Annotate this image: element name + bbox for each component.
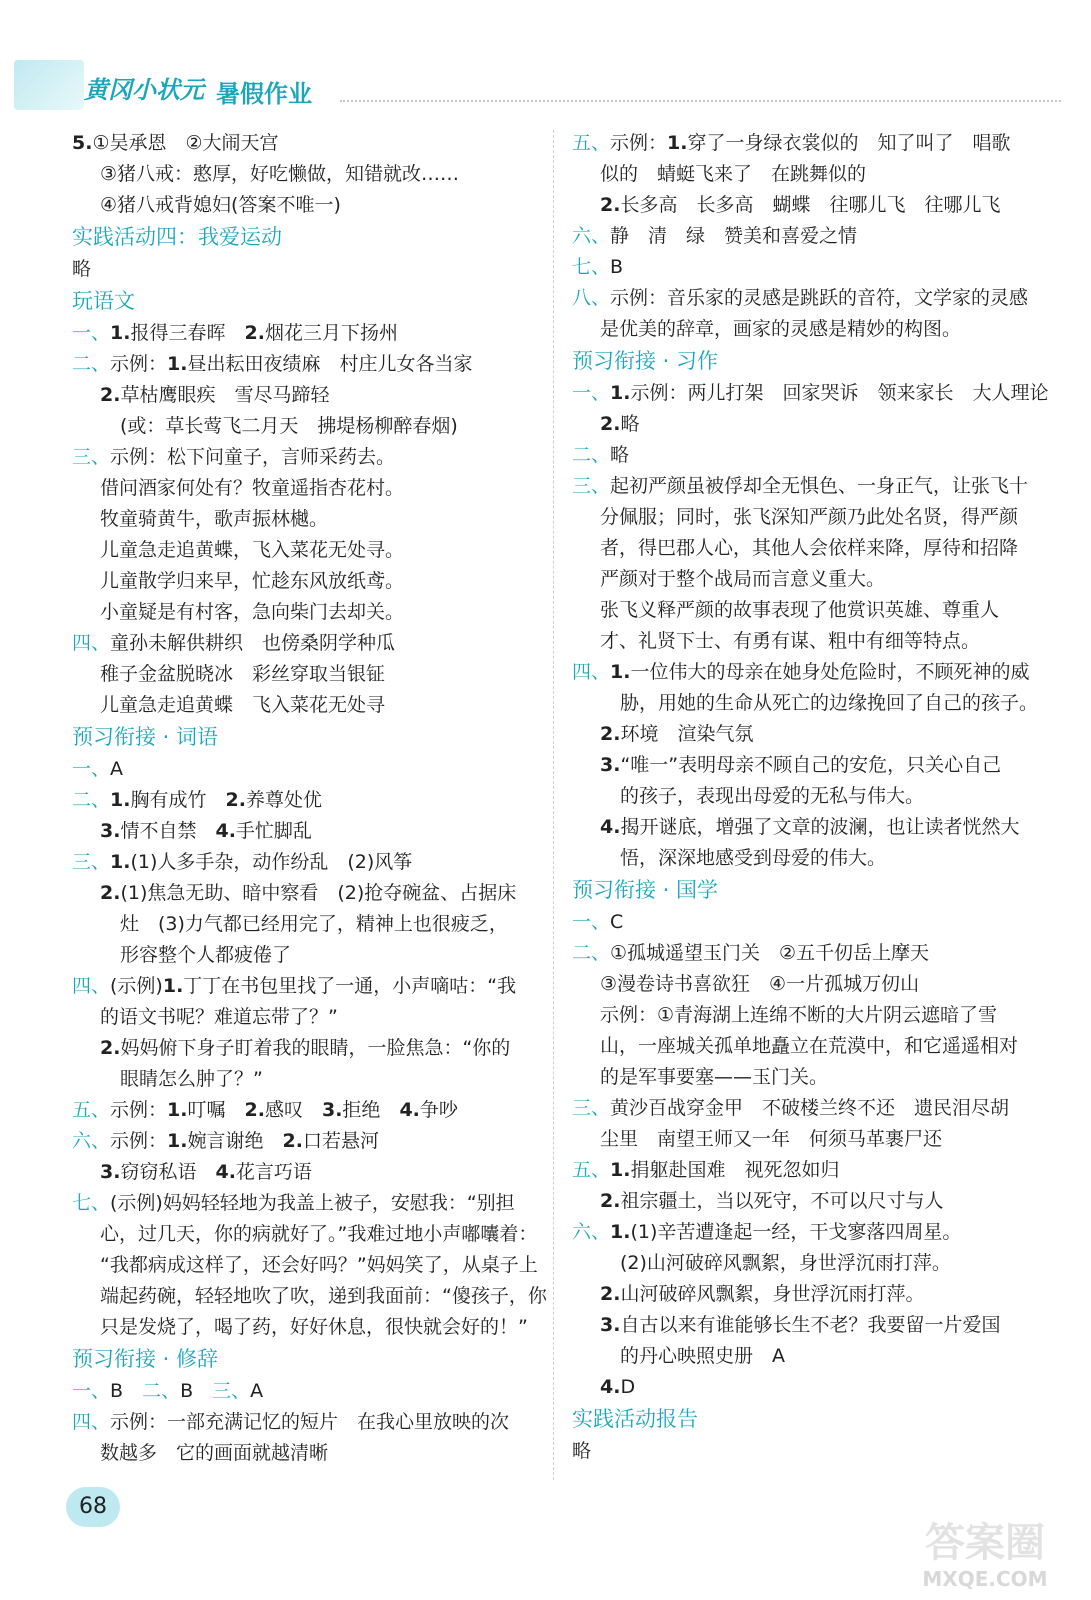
watermark — [895, 1520, 1075, 1594]
sub-number: 1. — [667, 132, 688, 154]
section-heading: 预习衔接 · 词语 — [72, 725, 219, 749]
sub-number: 1. — [167, 353, 188, 375]
item-marker: 二、 — [72, 353, 111, 375]
answer-line — [72, 1126, 534, 1157]
answer-text: ③猪八戒：憨厚，好吃懒做，知错就改…… — [100, 163, 460, 185]
series-title: 暑假作业 — [216, 80, 312, 108]
section-heading: 玩语文 — [72, 289, 135, 313]
answer-text: 略 — [620, 413, 640, 435]
sub-number: 3. — [100, 820, 121, 842]
answer-line — [72, 1002, 534, 1033]
sub-number: 2. — [100, 1037, 121, 1059]
answer-text: A — [250, 1380, 264, 1402]
sub-number: 1. — [110, 851, 131, 873]
answer-text: 长多高 长多高 蝴蝶 往哪儿飞 往哪儿飞 — [620, 194, 1001, 216]
sub-number: 1. — [110, 322, 131, 344]
answer-text: 分佩服；同时，张飞深知严颜乃此处名贤，得严颜 — [600, 506, 1019, 528]
answer-line — [572, 1000, 1052, 1031]
answer-line — [72, 847, 534, 878]
answer-text: 示例：一部充满记忆的短片 在我心里放映的次 — [110, 1411, 510, 1433]
item-marker: 五、 — [572, 1159, 611, 1181]
answer-text: 争吵 — [419, 1099, 458, 1121]
answer-text: (1)人多手杂，动作纷乱 (2)风筝 — [130, 851, 413, 873]
page-header — [0, 0, 1091, 120]
answer-text: 稚子金盆脱晓冰 彩丝穿取当银钲 — [100, 663, 386, 685]
answer-text: 示例： — [110, 1099, 168, 1121]
answer-text: (或：草长莺飞二月天 拂堤杨柳醉春烟) — [120, 415, 458, 437]
sub-number: 1. — [610, 382, 631, 404]
answer-text: 才、礼贤下士、有勇有谋、粗中有细等特点。 — [600, 630, 981, 652]
item-marker: 四、 — [72, 632, 111, 654]
answer-text: 妈妈俯下身子盯着我的眼睛，一脸焦急：“你的 — [120, 1037, 511, 1059]
answer-text: 只是发烧了，喝了药，好好休息，很快就会好的！” — [100, 1316, 528, 1338]
answer-text: 烟花三月下扬州 — [264, 322, 398, 344]
answer-text: 口若悬河 — [302, 1130, 379, 1152]
answer-text: 示例：松下问童子，言师采药去。 — [110, 446, 396, 468]
answer-line — [72, 1407, 534, 1438]
answer-line — [572, 471, 1052, 502]
answer-line — [572, 502, 1052, 533]
item-marker: 七、 — [572, 256, 611, 278]
answer-line — [72, 816, 534, 847]
item-marker: 五、 — [572, 132, 611, 154]
section-heading: 实践活动四：我爱运动 — [72, 225, 282, 249]
sub-number: 1. — [110, 789, 131, 811]
sub-number: 4. — [600, 816, 621, 838]
answer-text: 养尊处优 — [245, 789, 322, 811]
section-heading: 预习衔接 · 国学 — [572, 878, 719, 902]
sub-number: 4. — [399, 1099, 420, 1121]
right-column — [572, 128, 1052, 1467]
answer-text: 小童疑是有村客，急向柴门去却关。 — [100, 601, 405, 623]
answer-line — [72, 1095, 534, 1126]
answer-line — [572, 626, 1052, 657]
answer-text: “唯一”表明母亲不顾自己的安危，只关心自己 — [620, 754, 1002, 776]
answer-line — [72, 690, 534, 721]
item-marker: 四、 — [72, 975, 111, 997]
answer-text: 报得三春晖 — [130, 322, 245, 344]
answer-line — [72, 504, 534, 535]
answer-text: ③漫卷诗书喜欲狂 ④一片孤城万仞山 — [600, 973, 920, 995]
answer-line — [572, 221, 1052, 252]
answer-text: 儿童急走追黄蝶，飞入菜花无处寻。 — [100, 539, 405, 561]
sub-number: 3. — [600, 1314, 621, 1336]
answer-line — [572, 314, 1052, 345]
sub-number: 2. — [600, 723, 621, 745]
answer-line — [572, 657, 1052, 688]
item-marker: 三、 — [572, 1097, 611, 1119]
section-heading: 预习衔接 · 习作 — [572, 349, 719, 373]
answer-line — [72, 380, 534, 411]
header-dotted-rule — [340, 100, 1061, 102]
answer-text: 穿了一身绿衣裳似的 知了叫了 唱歌 — [687, 132, 1011, 154]
sub-number: 1. — [167, 1130, 188, 1152]
item-marker: 四、 — [572, 661, 611, 683]
answer-text: ④猪八戒背媳妇(答案不唯一) — [100, 194, 341, 216]
item-marker: 一、 — [72, 1380, 111, 1402]
answer-text: (示例)妈妈轻轻地为我盖上被子，安慰我：“别担 — [110, 1192, 515, 1214]
answer-text: 草枯鹰眼疾 雪尽马蹄轻 — [120, 384, 330, 406]
answer-line — [572, 1279, 1052, 1310]
sub-number: 4. — [600, 1376, 621, 1398]
sub-number: 2. — [600, 413, 621, 435]
answer-text: 拒绝 — [342, 1099, 400, 1121]
answer-text: 丁丁在书包里找了一通，小声嘀咕：“我 — [183, 975, 517, 997]
answer-line — [572, 1062, 1052, 1093]
answer-text: 示例：①青海湖上连绵不断的大片阴云遮暗了雪 — [600, 1004, 998, 1026]
item-marker: 四、 — [72, 1411, 111, 1433]
answer-line — [72, 442, 534, 473]
answer-text: 黄沙百战穿金甲 不破楼兰终不还 遗民泪尽胡 — [610, 1097, 1010, 1119]
answer-line — [72, 628, 534, 659]
answer-line — [72, 190, 534, 221]
answer-line — [572, 781, 1052, 812]
answer-line — [72, 659, 534, 690]
answer-line — [72, 159, 534, 190]
answer-line — [572, 283, 1052, 314]
answer-text: 祖宗疆土，当以死守，不可以尺寸与人 — [620, 1190, 944, 1212]
answer-text: 似的 蜻蜓飞来了 在跳舞似的 — [600, 163, 867, 185]
item-marker: 三、 — [212, 1380, 251, 1402]
item-marker: 三、 — [72, 446, 111, 468]
answer-line — [72, 411, 534, 442]
answer-text: 的孩子，表现出母爱的无私与伟大。 — [620, 785, 925, 807]
answer-line — [72, 1064, 534, 1095]
section-heading: 实践活动报告 — [572, 1407, 698, 1431]
answer-text: 童孙未解供耕织 也傍桑阴学种瓜 — [110, 632, 396, 654]
sub-number: 5. — [72, 132, 93, 154]
item-marker: 一、 — [572, 911, 611, 933]
answer-line — [72, 909, 534, 940]
answer-text: 起初严颜虽被俘却全无惧色、一身正气，让张飞十 — [610, 475, 1029, 497]
answer-text: A — [110, 758, 124, 780]
item-marker: 一、 — [72, 758, 111, 780]
answer-text: 的是军事要塞——玉门关。 — [600, 1066, 829, 1088]
answer-line — [72, 1281, 547, 1312]
answer-text: 示例： — [110, 353, 168, 375]
answer-text: B — [180, 1380, 213, 1402]
answer-text: (1)辛苦遭逢起一经，干戈寥落四周星。 — [630, 1221, 962, 1243]
sub-number: 2. — [600, 1190, 621, 1212]
sub-number: 1. — [610, 1159, 631, 1181]
answer-text: (1)焦急无助、暗中察看 (2)抢夺碗盆、占据床 — [120, 882, 517, 904]
answer-text: 借问酒家何处有？牧童遥指杏花村。 — [100, 477, 405, 499]
answer-text: ①吴承恩 ②大闹天宫 — [92, 132, 279, 154]
sub-number: 2. — [600, 194, 621, 216]
answer-line — [572, 440, 1052, 471]
answer-text: “我都病成这样了，还会好吗？”妈妈笑了，从桌子上 — [100, 1254, 538, 1276]
sub-number: 4. — [215, 820, 236, 842]
sub-number: 2. — [244, 1099, 265, 1121]
item-marker: 八、 — [572, 287, 611, 309]
sub-number: 4. — [215, 1161, 236, 1183]
answer-line — [72, 785, 534, 816]
answer-line — [572, 1341, 1052, 1372]
answer-text: 昼出耘田夜绩麻 村庄儿女各当家 — [187, 353, 473, 375]
answer-line — [72, 1376, 534, 1407]
answer-line — [72, 128, 534, 159]
sub-number: 2. — [244, 322, 265, 344]
answer-text: C — [610, 911, 624, 933]
watermark-logo: 答案圈 — [925, 1520, 1045, 1566]
answer-text: 揭开谜底，增强了文章的波澜，也让读者恍然大 — [620, 816, 1020, 838]
sub-number: 2. — [600, 1283, 621, 1305]
answer-text: 环境 渲染气氛 — [620, 723, 754, 745]
answer-line — [572, 812, 1052, 843]
answer-line — [572, 938, 1052, 969]
answer-text: 静 清 绿 赞美和喜爱之情 — [610, 225, 858, 247]
answer-text: 婉言谢绝 — [187, 1130, 283, 1152]
answer-text: B — [110, 1380, 143, 1402]
answer-line — [572, 159, 1052, 190]
item-marker: 三、 — [72, 851, 111, 873]
answer-text: 数越多 它的画面就越清晰 — [100, 1442, 329, 1464]
item-marker: 二、 — [572, 942, 611, 964]
answer-text: 示例： — [610, 132, 668, 154]
answer-line — [72, 254, 534, 285]
item-marker: 六、 — [572, 225, 611, 247]
answer-line — [572, 378, 1052, 409]
answer-text: 手忙脚乱 — [235, 820, 312, 842]
answer-text: 张飞义释严颜的故事表现了他赏识英雄、尊重人 — [600, 599, 1000, 621]
answer-text: 尘里 南望王师又一年 何须马革裹尸还 — [600, 1128, 943, 1150]
answer-line — [572, 1155, 1052, 1186]
watermark-url: MXQE.COM — [922, 1567, 1048, 1591]
answer-text: 略 — [72, 258, 92, 280]
answer-text: 花言巧语 — [235, 1161, 312, 1183]
answer-text: 胁，用她的生命从死亡的边缘挽回了自己的孩子。 — [620, 692, 1039, 714]
item-marker: 五、 — [72, 1099, 111, 1121]
answer-line — [572, 533, 1052, 564]
answer-line — [572, 719, 1052, 750]
answer-text: B — [610, 256, 624, 278]
answer-text: 端起药碗，轻轻地吹了吹，递到我面前：“傻孩子，你 — [100, 1285, 547, 1307]
answer-text: 儿童散学归来早，忙趁东风放纸鸢。 — [100, 570, 405, 592]
answer-text: 是优美的辞章，画家的灵感是精妙的构图。 — [600, 318, 962, 340]
answer-line — [72, 349, 534, 380]
sub-number: 2. — [100, 384, 121, 406]
answer-text: 的语文书呢？难道忘带了？” — [100, 1006, 338, 1028]
answer-text: (示例) — [110, 975, 163, 997]
answer-line — [72, 754, 534, 785]
answer-line — [72, 597, 534, 628]
answer-text: 山，一座城关孤单地矗立在荒漠中，和它遥遥相对 — [600, 1035, 1019, 1057]
item-marker: 一、 — [72, 322, 111, 344]
answer-line — [572, 252, 1052, 283]
section-heading: 预习衔接 · 修辞 — [72, 1347, 219, 1371]
answer-text: D — [620, 1376, 636, 1398]
sub-number: 1. — [162, 975, 184, 997]
answer-line — [572, 750, 1052, 781]
sub-number: 2. — [100, 882, 121, 904]
item-marker: 二、 — [72, 789, 111, 811]
answer-line — [72, 940, 534, 971]
answer-line — [572, 128, 1052, 159]
answer-text: 示例： — [110, 1130, 168, 1152]
answer-line — [572, 595, 1052, 626]
page-number: 68 — [66, 1487, 120, 1527]
answer-text: 略 — [572, 1440, 592, 1462]
answer-text: 情不自禁 — [120, 820, 216, 842]
answer-text: (2)山河破碎风飘絮，身世浮沉雨打萍。 — [620, 1252, 951, 1274]
answer-text: 叮嘱 — [187, 1099, 245, 1121]
answer-line — [572, 564, 1052, 595]
answer-line — [72, 1312, 534, 1343]
answer-text: 心，过几天，你的病就好了。”我难过地小声嘟囔着： — [100, 1223, 538, 1245]
sub-number: 3. — [100, 1161, 121, 1183]
answer-line — [572, 1436, 1052, 1467]
answer-line — [72, 1438, 534, 1469]
answer-line — [72, 971, 534, 1002]
answer-text: 捐躯赴国难 视死忽如归 — [630, 1159, 840, 1181]
sub-number: 2. — [282, 1130, 303, 1152]
answer-line — [572, 969, 1052, 1000]
answer-text: 一位伟大的母亲在她身处危险时，不顾死神的威 — [630, 661, 1030, 683]
item-marker: 三、 — [572, 475, 611, 497]
answer-line — [72, 1157, 534, 1188]
answer-line — [572, 190, 1052, 221]
column-divider — [553, 130, 554, 1480]
answer-text: 感叹 — [264, 1099, 322, 1121]
answer-text: 示例：两儿打架 回家哭诉 领来家长 大人理论 — [630, 382, 1049, 404]
sub-number: 1. — [167, 1099, 188, 1121]
item-marker: 二、 — [142, 1380, 181, 1402]
answer-line — [72, 1219, 538, 1250]
answer-line — [572, 1372, 1052, 1403]
sub-number: 1. — [610, 1221, 631, 1243]
logo-text: 黄冈小状元 — [84, 76, 204, 104]
answer-line — [572, 1031, 1052, 1062]
answer-line — [72, 1188, 534, 1219]
answer-line — [572, 1186, 1052, 1217]
answer-line — [572, 843, 1052, 874]
answer-text: 儿童急走追黄蝶 飞入菜花无处寻 — [100, 694, 386, 716]
answer-text: 自古以来有谁能够长生不老？我要留一片爱国 — [620, 1314, 1001, 1336]
answer-line — [572, 409, 1052, 440]
answer-text: 眼睛怎么肿了？” — [120, 1068, 263, 1090]
answer-text: ①孤城遥望玉门关 ②五千仞岳上摩天 — [610, 942, 930, 964]
answer-line — [572, 1124, 1052, 1155]
logo-badge — [14, 60, 84, 110]
sub-number: 1. — [610, 661, 631, 683]
item-marker: 六、 — [572, 1221, 611, 1243]
item-marker: 一、 — [572, 382, 611, 404]
answer-line — [572, 1248, 1052, 1279]
answer-line — [572, 907, 1052, 938]
answer-line — [572, 1310, 1052, 1341]
answer-text: 严颜对于整个战局而言意义重大。 — [600, 568, 886, 590]
sub-number: 3. — [600, 754, 621, 776]
answer-text: 略 — [610, 444, 630, 466]
sub-number: 3. — [321, 1099, 343, 1121]
answer-line — [72, 566, 534, 597]
left-column — [72, 128, 547, 1469]
answer-line — [72, 1033, 534, 1064]
sub-number: 2. — [225, 789, 246, 811]
answer-line — [72, 1250, 538, 1281]
answer-line — [72, 473, 534, 504]
answer-text: 形容整个人都疲倦了 — [120, 944, 292, 966]
answer-text: 山河破碎风飘絮，身世浮沉雨打萍。 — [620, 1283, 925, 1305]
answer-text: 的丹心映照史册 A — [620, 1345, 785, 1367]
answer-line — [572, 688, 1052, 719]
answer-line — [572, 1217, 1052, 1248]
answer-line — [572, 1093, 1052, 1124]
answer-text: 示例：音乐家的灵感是跳跃的音符，文学家的灵感 — [610, 287, 1029, 309]
answer-text: 灶 (3)力气都已经用完了，精神上也很疲乏， — [120, 913, 508, 935]
answer-text: 牧童骑黄牛，歌声振林樾。 — [100, 508, 329, 530]
item-marker: 七、 — [72, 1192, 111, 1214]
item-marker: 六、 — [72, 1130, 111, 1152]
answer-text: 者，得巴郡人心，其他人会依样来降，厚待和招降 — [600, 537, 1019, 559]
answer-text: 胸有成竹 — [130, 789, 226, 811]
answer-line — [72, 318, 534, 349]
answer-text: 窃窃私语 — [120, 1161, 216, 1183]
answer-text: 悟，深深地感受到母爱的伟大。 — [620, 847, 887, 869]
answer-line — [72, 878, 534, 909]
item-marker: 二、 — [572, 444, 611, 466]
answer-line — [72, 535, 534, 566]
